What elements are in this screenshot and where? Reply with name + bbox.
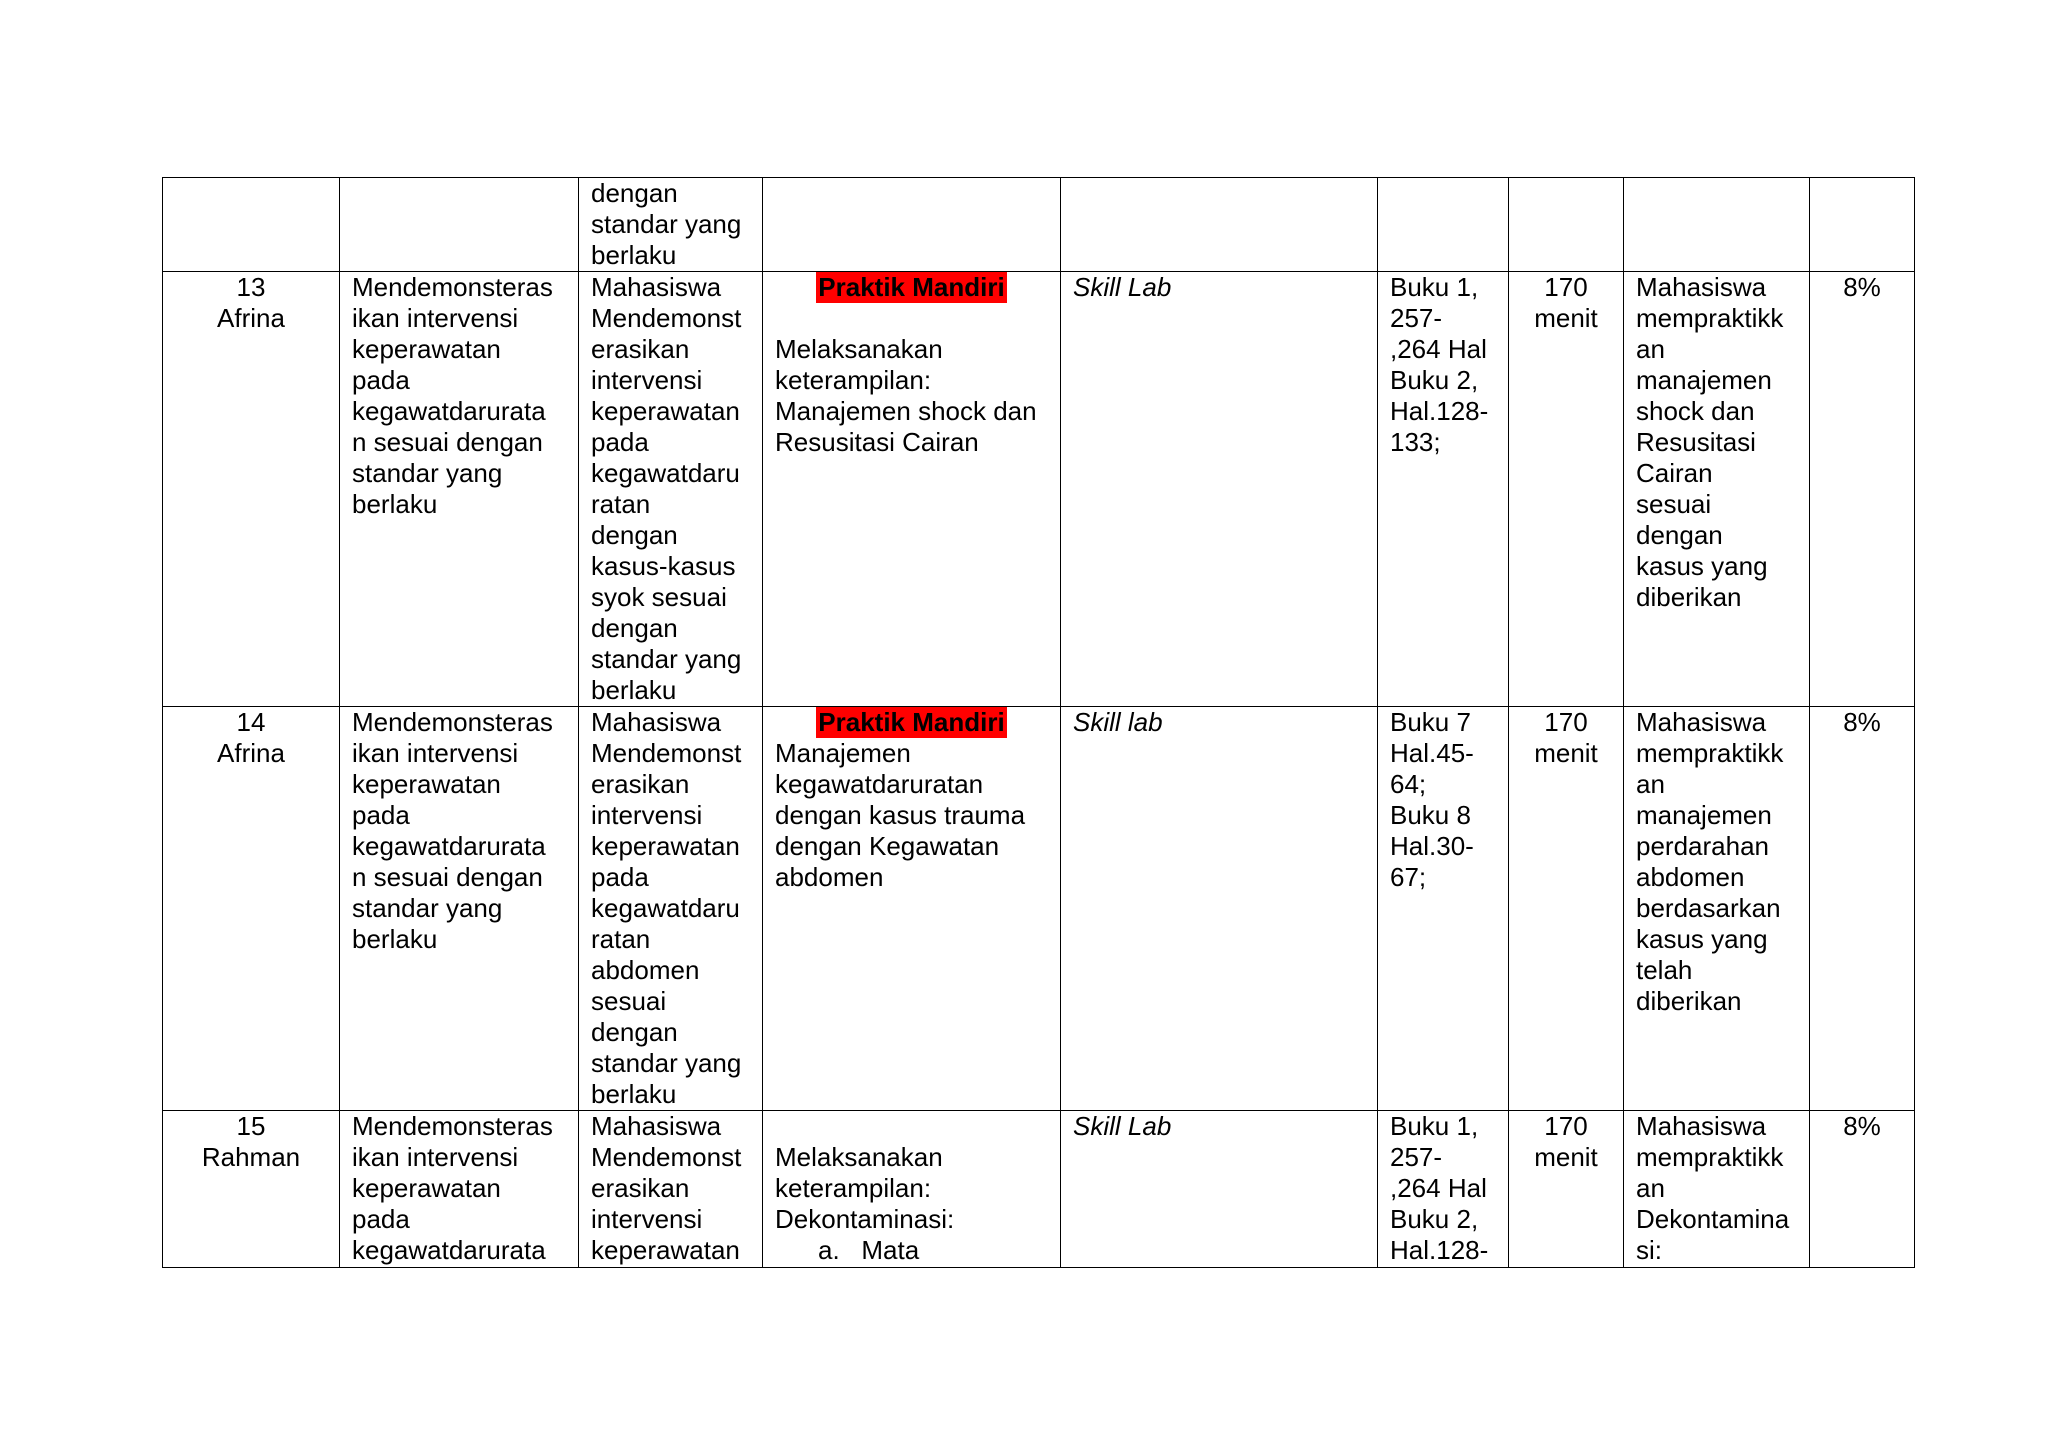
competency-cell: Mendemonsteras ikan intervensi keperawatan pada kegawatdarurata n sesuai dengan standar yang berlaku	[340, 272, 579, 707]
practice-badge: Praktik Mandiri	[818, 272, 1005, 302]
meeting-number-cell	[163, 178, 340, 272]
outcome-cell: Mahasiswa mempraktikk an manajemen shock dan Resusitasi Cairan sesuai dengan kasus yang diberikan	[1624, 272, 1810, 707]
meeting-number: 13	[236, 272, 266, 302]
material-cell: Praktik Mandiri Manajemen kegawatdaruratan dengan kasus trauma dengan Kegawatan abdomen	[763, 707, 1061, 1111]
table-row	[163, 1111, 1915, 1268]
indicator-cell: Mahasiswa Mendemonst erasikan intervensi keperawatan	[579, 1111, 763, 1268]
weight-cell	[1810, 178, 1915, 272]
time-cell: 170 menit	[1509, 272, 1624, 707]
material-cell: Melaksanakan keterampilan: Dekontaminasi: a. Mata	[763, 1111, 1061, 1268]
method-cell: Skill Lab	[1061, 272, 1378, 707]
reference-cell: Buku 1, 257- ,264 Hal Buku 2, Hal.128-	[1378, 1111, 1509, 1268]
competency-cell	[340, 178, 579, 272]
reference-cell: Buku 7 Hal.45- 64; Buku 8 Hal.30- 67;	[1378, 707, 1509, 1111]
outcome-cell	[1624, 178, 1810, 272]
reference-cell: Buku 1, 257- ,264 Hal Buku 2, Hal.128- 133;	[1378, 272, 1509, 707]
indicator-cell: dengan standar yang berlaku	[579, 178, 763, 272]
indicator-cell: Mahasiswa Mendemonst erasikan intervensi keperawatan pada kegawatdaru ratan dengan kasus-kasus syok sesuai dengan standar yang berlaku	[579, 272, 763, 707]
list-item: a. Mata	[818, 1235, 920, 1265]
method-cell	[1061, 178, 1378, 272]
weight-cell: 8%	[1810, 707, 1915, 1111]
outcome-cell: Mahasiswa mempraktikk an Dekontamina si:	[1624, 1111, 1810, 1268]
table-row	[163, 272, 1915, 707]
weight-cell: 8%	[1810, 272, 1915, 707]
reference-cell	[1378, 178, 1509, 272]
material-cell	[763, 178, 1061, 272]
time-cell: 170 menit	[1509, 707, 1624, 1111]
indicator-cell: Mahasiswa Mendemonst erasikan intervensi keperawatan pada kegawatdaru ratan abdomen sesuai dengan standar yang berlaku	[579, 707, 763, 1111]
table-row	[163, 178, 1915, 272]
competency-cell: Mendemonsteras ikan intervensi keperawatan pada kegawatdarurata n sesuai dengan standar yang berlaku	[340, 707, 579, 1111]
lecturer-name: Afrina	[217, 738, 285, 768]
time-cell	[1509, 178, 1624, 272]
outcome-cell: Mahasiswa mempraktikk an manajemen perdarahan abdomen berdasarkan kasus yang telah diberikan	[1624, 707, 1810, 1111]
meeting-number: 15	[236, 1111, 266, 1141]
weight-cell: 8%	[1810, 1111, 1915, 1268]
time-cell: 170 menit	[1509, 1111, 1624, 1268]
meeting-number: 14	[236, 707, 266, 737]
meeting-number-cell	[163, 272, 340, 707]
material-cell: Praktik Mandiri Melaksanakan keterampilan: Manajemen shock dan Resusitasi Cairan	[763, 272, 1061, 707]
learning-plan-table	[162, 177, 1915, 1268]
method-cell: Skill lab	[1061, 707, 1378, 1111]
table-row	[163, 707, 1915, 1111]
lecturer-name: Afrina	[217, 303, 285, 333]
meeting-number-cell	[163, 1111, 340, 1268]
meeting-number-cell	[163, 707, 340, 1111]
competency-cell: Mendemonsteras ikan intervensi keperawatan pada kegawatdarurata	[340, 1111, 579, 1268]
lecturer-name: Rahman	[201, 1142, 301, 1172]
practice-badge: Praktik Mandiri	[818, 707, 1005, 737]
method-cell: Skill Lab	[1061, 1111, 1378, 1268]
